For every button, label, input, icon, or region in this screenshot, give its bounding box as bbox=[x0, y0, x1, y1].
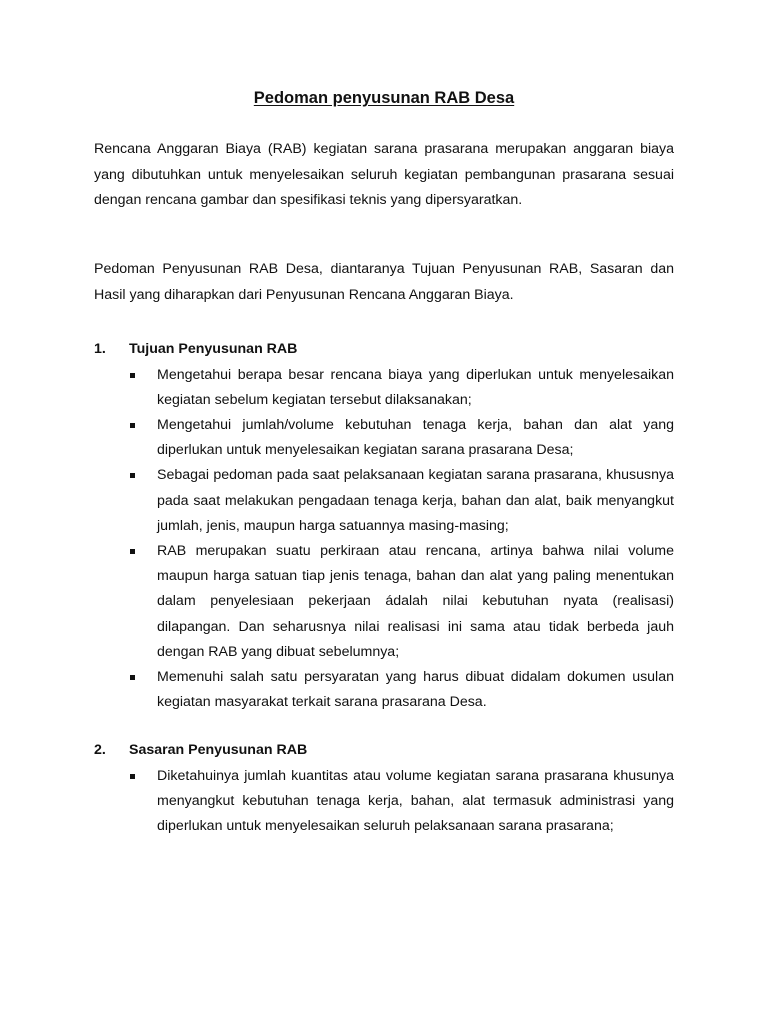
square-bullet-icon bbox=[129, 413, 157, 463]
document-title: Pedoman penyusunan RAB Desa bbox=[253, 89, 515, 107]
list-item-text: Diketahuinya jumlah kuantitas atau volume kegiatan sarana prasarana khusunya menyangkut kebutuhan tenaga kerja, bahan, alat termasuk administrasi yang diperlukan untuk menyelesaikan seluruh pelaksanaan sarana prasarana; bbox=[157, 767, 674, 834]
section-heading bbox=[94, 337, 674, 363]
list-item bbox=[129, 764, 674, 840]
section-number: 2. bbox=[94, 742, 106, 758]
list-item-text: Mengetahui berapa besar rencana biaya yang diperlukan untuk menyelesaikan kegiatan sebelum kegiatan tersebut dilaksanakan; bbox=[157, 366, 674, 408]
section-title: Tujuan Penyusunan RAB bbox=[129, 341, 298, 357]
list-item-text: Memenuhi salah satu persyaratan yang harus dibuat didalam dokumen usulan kegiatan masyarakat terkait sarana prasarana Desa. bbox=[157, 668, 674, 711]
list-item bbox=[129, 363, 674, 413]
square-bullet-icon bbox=[129, 665, 157, 715]
overview-paragraph: Pedoman Penyusunan RAB Desa, diantaranya Tujuan Penyusunan RAB, Sasaran dan Hasil yang diharapkan dari Penyusunan Rencana Anggaran Biaya. bbox=[94, 261, 674, 303]
section-heading bbox=[94, 738, 674, 764]
square-bullet-icon bbox=[129, 764, 157, 840]
square-bullet-icon bbox=[129, 463, 157, 539]
list-item bbox=[129, 665, 674, 715]
section-tujuan bbox=[94, 337, 674, 715]
square-bullet-icon bbox=[129, 363, 157, 413]
list-item-text: Sebagai pedoman pada saat pelaksanaan kegiatan sarana prasarana, khususnya pada saat melakukan pengadaan tenaga kerja, bahan dan alat, baik menyangkut jumlah, jenis, maupun harga satuannya masing-masing; bbox=[157, 467, 674, 534]
square-bullet-icon bbox=[129, 539, 157, 665]
list-item bbox=[129, 539, 674, 665]
intro-paragraph: Rencana Anggaran Biaya (RAB) kegiatan sarana prasarana merupakan anggaran biaya yang dibutuhkan untuk menyelesaikan seluruh kegiatan pembangunan prasarana sesuai dengan rencana gambar dan spesifikasi teknis yang dipersyaratkan. bbox=[94, 141, 674, 209]
list-item bbox=[129, 413, 674, 463]
section-sasaran bbox=[94, 738, 674, 839]
list-item bbox=[129, 463, 674, 539]
list-item-text: Mengetahui jumlah/volume kebutuhan tenaga kerja, bahan dan alat yang diperlukan untuk menyelesaikan kegiatan sarana prasarana Desa; bbox=[157, 416, 674, 459]
bullet-list bbox=[94, 764, 674, 840]
section-number: 1. bbox=[94, 341, 106, 357]
section-title: Sasaran Penyusunan RAB bbox=[129, 742, 308, 758]
bullet-list bbox=[94, 363, 674, 716]
list-item-text: RAB merupakan suatu perkiraan atau rencana, artinya bahwa nilai volume maupun harga satuan tiap jenis tenaga, bahan dan alat yang paling menentukan dalam penyelesiaan pekerjaan ádalah nilai kebutuhan nyata (realisasi) dilapangan. Dan seharusnya nilai realisasi ini sama atau tidak berbeda jauh dengan RAB yang dibuat sebelumnya; bbox=[157, 542, 674, 660]
